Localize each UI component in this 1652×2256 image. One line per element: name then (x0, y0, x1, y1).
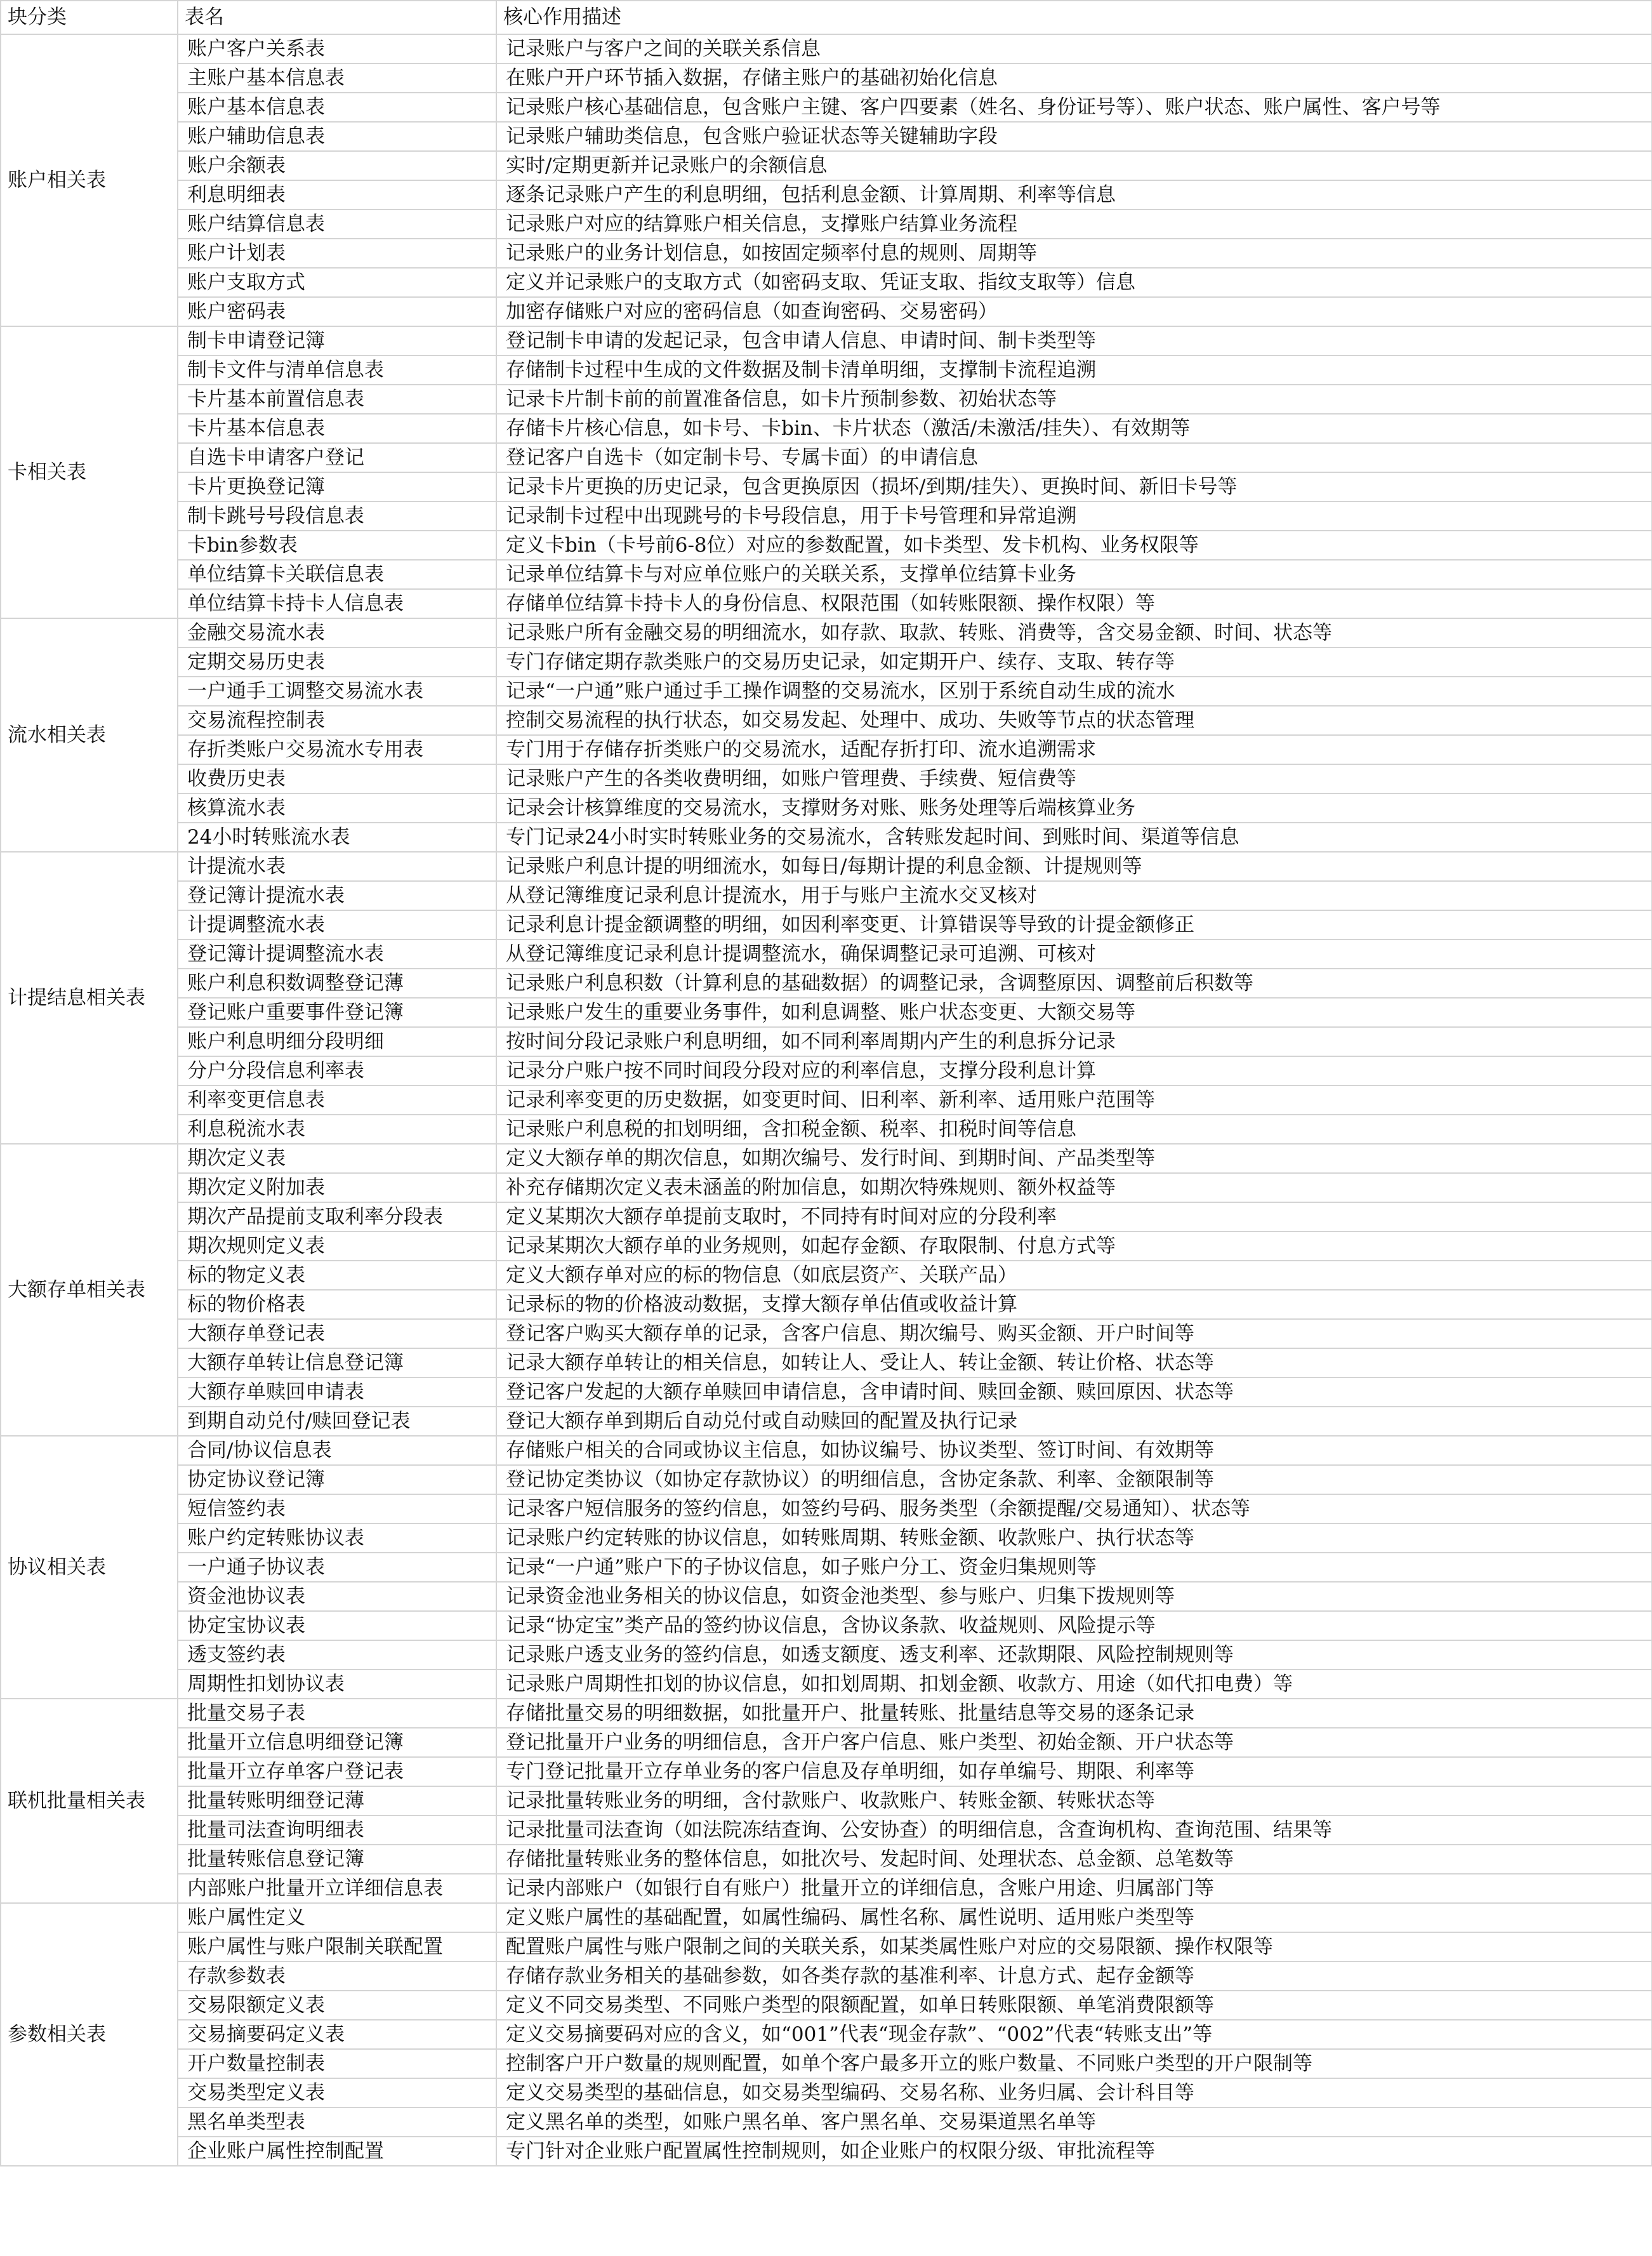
table-row (1, 1056, 1652, 1085)
description-cell: 按时间分段记录账户利息明细，如不同利率周期内产生的利息拆分记录 (496, 1027, 1652, 1056)
table-name-cell: 登记簿计提调整流水表 (178, 939, 496, 969)
table-name-cell: 一户通子协议表 (178, 1553, 496, 1582)
description-cell: 记录账户周期性扣划的协议信息，如扣划周期、扣划金额、收款方、用途（如代扣电费）等 (496, 1669, 1652, 1699)
description-cell: 控制客户开户数量的规则配置，如单个客户最多开立的账户数量、不同账户类型的开户限制等 (496, 2049, 1652, 2078)
description-cell: 记录“一户通”账户通过手工操作调整的交易流水，区别于系统自动生成的流水 (496, 677, 1652, 706)
table-row (1, 1465, 1652, 1494)
description-cell: 记录“一户通”账户下的子协议信息，如子账户分工、资金归集规则等 (496, 1553, 1652, 1582)
table-name-cell: 批量转账明细登记薄 (178, 1786, 496, 1815)
description-cell: 控制交易流程的执行状态，如交易发起、处理中、成功、失败等节点的状态管理 (496, 706, 1652, 735)
table-name-cell: 账户客户关系表 (178, 34, 496, 63)
description-cell: 记录账户核心基础信息，包含账户主键、客户四要素（姓名、身份证号等）、账户状态、账户属性、客户号等 (496, 93, 1652, 122)
description-cell: 记录账户对应的结算账户相关信息，支撑账户结算业务流程 (496, 209, 1652, 239)
table-name-cell: 开户数量控制表 (178, 2049, 496, 2078)
table-row (1, 151, 1652, 180)
table-name-cell: 批量交易子表 (178, 1699, 496, 1728)
description-cell: 记录“协定宝”类产品的签约协议信息，含协议条款、收益规则、风险提示等 (496, 1611, 1652, 1640)
table-name-cell: 制卡文件与清单信息表 (178, 355, 496, 385)
table-row (1, 1991, 1652, 2020)
table-row (1, 1407, 1652, 1436)
description-cell: 登记批量开户业务的明细信息，含开户客户信息、账户类型、初始金额、开户状态等 (496, 1728, 1652, 1757)
table-name-cell: 登记簿计提流水表 (178, 881, 496, 910)
description-cell: 记录大额存单转让的相关信息，如转让人、受让人、转让金额、转让价格、状态等 (496, 1348, 1652, 1377)
description-cell: 记录卡片更换的历史记录，包含更换原因（损坏/到期/挂失）、更换时间、新旧卡号等 (496, 472, 1652, 501)
header-table-name: 表名 (178, 1, 496, 34)
table-name-cell: 大额存单转让信息登记簿 (178, 1348, 496, 1377)
description-cell: 登记制卡申请的发起记录，包含申请人信息、申请时间、制卡类型等 (496, 326, 1652, 355)
table-row (1, 2107, 1652, 2137)
table-row (1, 297, 1652, 326)
table-row (1, 443, 1652, 472)
table-name-cell: 期次定义附加表 (178, 1173, 496, 1202)
description-cell: 定义大额存单对应的标的物信息（如底层资产、关联产品） (496, 1261, 1652, 1290)
table-name-cell: 存折类账户交易流水专用表 (178, 735, 496, 764)
table-name-cell: 主账户基本信息表 (178, 63, 496, 93)
table-row (1, 1786, 1652, 1815)
table-row (1, 735, 1652, 764)
category-cell: 大额存单相关表 (1, 1144, 178, 1436)
table-name-cell: 期次定义表 (178, 1144, 496, 1173)
table-row (1, 239, 1652, 268)
table-body (1, 1, 1652, 2166)
description-cell: 存储制卡过程中生成的文件数据及制卡清单明细，支撑制卡流程追溯 (496, 355, 1652, 385)
table-name-cell: 短信签约表 (178, 1494, 496, 1523)
table-name-cell: 内部账户批量开立详细信息表 (178, 1874, 496, 1903)
table-name-cell: 交易摘要码定义表 (178, 2020, 496, 2049)
table-row (1, 823, 1652, 852)
table-row (1, 326, 1652, 355)
description-cell: 存储批量交易的明细数据，如批量开户、批量转账、批量结息等交易的逐条记录 (496, 1699, 1652, 1728)
table-name-cell: 账户结算信息表 (178, 209, 496, 239)
description-cell: 记录账户利息积数（计算利息的基础数据）的调整记录，含调整原因、调整前后积数等 (496, 969, 1652, 998)
description-cell: 存储单位结算卡持卡人的身份信息、权限范围（如转账限额、操作权限）等 (496, 589, 1652, 618)
table-name-cell: 协定协议登记簿 (178, 1465, 496, 1494)
description-cell: 记录账户利息计提的明细流水，如每日/每期计提的利息金额、计提规则等 (496, 852, 1652, 881)
table-name-cell: 批量司法查询明细表 (178, 1815, 496, 1845)
description-cell: 记录账户所有金融交易的明细流水，如存款、取款、转账、消费等，含交易金额、时间、状态等 (496, 618, 1652, 647)
description-cell: 逐条记录账户产生的利息明细，包括利息金额、计算周期、利率等信息 (496, 180, 1652, 209)
table-name-cell: 分户分段信息利率表 (178, 1056, 496, 1085)
table-row (1, 501, 1652, 531)
table-row (1, 1961, 1652, 1991)
description-cell: 记录账户的业务计划信息，如按固定频率付息的规则、周期等 (496, 239, 1652, 268)
table-name-cell: 账户密码表 (178, 297, 496, 326)
table-name-cell: 账户余额表 (178, 151, 496, 180)
table-name-cell: 单位结算卡持卡人信息表 (178, 589, 496, 618)
table-name-cell: 协定宝协议表 (178, 1611, 496, 1640)
table-name-cell: 批量开立存单客户登记表 (178, 1757, 496, 1786)
table-name-cell: 定期交易历史表 (178, 647, 496, 677)
table-name-cell: 大额存单赎回申请表 (178, 1377, 496, 1407)
table-name-cell: 期次产品提前支取利率分段表 (178, 1202, 496, 1231)
table-name-cell: 到期自动兑付/赎回登记表 (178, 1407, 496, 1436)
table-name-cell: 合同/协议信息表 (178, 1436, 496, 1465)
table-row (1, 2078, 1652, 2107)
description-cell: 定义某期次大额存单提前支取时，不同持有时间对应的分段利率 (496, 1202, 1652, 1231)
description-cell: 记录内部账户（如银行自有账户）批量开立的详细信息，含账户用途、归属部门等 (496, 1874, 1652, 1903)
table-name-cell: 卡片更换登记簿 (178, 472, 496, 501)
table-row (1, 385, 1652, 414)
table-row (1, 472, 1652, 501)
category-cell: 计提结息相关表 (1, 852, 178, 1144)
description-cell: 记录单位结算卡与对应单位账户的关联关系，支撑单位结算卡业务 (496, 560, 1652, 589)
description-cell: 定义卡bin（卡号前6-8位）对应的参数配置，如卡类型、发卡机构、业务权限等 (496, 531, 1652, 560)
table-row (1, 1582, 1652, 1611)
table-name-cell: 账户计划表 (178, 239, 496, 268)
description-cell: 加密存储账户对应的密码信息（如查询密码、交易密码） (496, 297, 1652, 326)
table-name-cell: 账户支取方式 (178, 268, 496, 297)
table-row (1, 1640, 1652, 1669)
description-cell: 记录某期次大额存单的业务规则，如起存金额、存取限制、付息方式等 (496, 1231, 1652, 1261)
table-row (1, 1669, 1652, 1699)
description-cell: 专门用于存储存折类账户的交易流水，适配存折打印、流水追溯需求 (496, 735, 1652, 764)
table-name-cell: 期次规则定义表 (178, 1231, 496, 1261)
description-cell: 存储批量转账业务的整体信息，如批次号、发起时间、处理状态、总金额、总笔数等 (496, 1845, 1652, 1874)
description-cell: 定义不同交易类型、不同账户类型的限额配置，如单日转账限额、单笔消费限额等 (496, 1991, 1652, 2020)
description-cell: 记录标的物的价格波动数据，支撑大额存单估值或收益计算 (496, 1290, 1652, 1319)
table-name-cell: 一户通手工调整交易流水表 (178, 677, 496, 706)
description-cell: 实时/定期更新并记录账户的余额信息 (496, 151, 1652, 180)
description-cell: 记录账户透支业务的签约信息，如透支额度、透支利率、还款期限、风险控制规则等 (496, 1640, 1652, 1669)
description-cell: 记录制卡过程中出现跳号的卡号段信息，用于卡号管理和异常追溯 (496, 501, 1652, 531)
description-cell: 记录账户产生的各类收费明细，如账户管理费、手续费、短信费等 (496, 764, 1652, 793)
description-cell: 定义账户属性的基础配置，如属性编码、属性名称、属性说明、适用账户类型等 (496, 1903, 1652, 1932)
description-cell: 登记客户发起的大额存单赎回申请信息，含申请时间、赎回金额、赎回原因、状态等 (496, 1377, 1652, 1407)
description-cell: 登记大额存单到期后自动兑付或自动赎回的配置及执行记录 (496, 1407, 1652, 1436)
table-row (1, 1815, 1652, 1845)
table-row (1, 618, 1652, 647)
description-cell: 登记客户购买大额存单的记录，含客户信息、期次编号、购买金额、开户时间等 (496, 1319, 1652, 1348)
description-cell: 记录客户短信服务的签约信息，如签约号码、服务类型（余额提醒/交易通知）、状态等 (496, 1494, 1652, 1523)
table-name-cell: 卡片基本前置信息表 (178, 385, 496, 414)
table-row (1, 1845, 1652, 1874)
table-row (1, 910, 1652, 939)
table-name-cell: 单位结算卡关联信息表 (178, 560, 496, 589)
table-name-cell: 利息明细表 (178, 180, 496, 209)
table-row (1, 63, 1652, 93)
description-cell: 记录账户辅助类信息，包含账户验证状态等关键辅助字段 (496, 122, 1652, 151)
description-cell: 记录账户利息税的扣划明细，含扣税金额、税率、扣税时间等信息 (496, 1115, 1652, 1144)
table-row (1, 1699, 1652, 1728)
description-cell: 配置账户属性与账户限制之间的关联关系，如某类属性账户对应的交易限额、操作权限等 (496, 1932, 1652, 1961)
table-row (1, 1757, 1652, 1786)
description-cell: 从登记簿维度记录利息计提流水，用于与账户主流水交叉核对 (496, 881, 1652, 910)
header-category: 块分类 (1, 1, 178, 34)
table-row (1, 1261, 1652, 1290)
description-cell: 专门登记批量开立存单业务的客户信息及存单明细，如存单编号、期限、利率等 (496, 1757, 1652, 1786)
table-name-cell: 制卡跳号号段信息表 (178, 501, 496, 531)
description-cell: 记录批量转账业务的明细，含付款账户、收款账户、转账金额、转账状态等 (496, 1786, 1652, 1815)
table-row (1, 1319, 1652, 1348)
table-row (1, 1553, 1652, 1582)
description-cell: 定义大额存单的期次信息，如期次编号、发行时间、到期时间、产品类型等 (496, 1144, 1652, 1173)
table-name-cell: 账户利息积数调整登记薄 (178, 969, 496, 998)
table-row (1, 706, 1652, 735)
table-row (1, 969, 1652, 998)
table-name-cell: 账户属性定义 (178, 1903, 496, 1932)
table-row (1, 1085, 1652, 1115)
table-name-cell: 金融交易流水表 (178, 618, 496, 647)
description-cell: 存储卡片核心信息，如卡号、卡bin、卡片状态（激活/未激活/挂失）、有效期等 (496, 414, 1652, 443)
description-cell: 记录卡片制卡前的前置准备信息，如卡片预制参数、初始状态等 (496, 385, 1652, 414)
table-name-cell: 计提调整流水表 (178, 910, 496, 939)
table-row (1, 414, 1652, 443)
table-row (1, 589, 1652, 618)
table-row (1, 793, 1652, 823)
table-name-cell: 企业账户属性控制配置 (178, 2137, 496, 2166)
description-cell: 记录利息计提金额调整的明细，如因利率变更、计算错误等导致的计提金额修正 (496, 910, 1652, 939)
table-row (1, 1932, 1652, 1961)
table-row (1, 647, 1652, 677)
table-name-cell: 卡片基本信息表 (178, 414, 496, 443)
table-name-cell: 计提流水表 (178, 852, 496, 881)
table-name-cell: 核算流水表 (178, 793, 496, 823)
table-name-cell: 黑名单类型表 (178, 2107, 496, 2137)
description-cell: 记录账户与客户之间的关联关系信息 (496, 34, 1652, 63)
table-row (1, 2049, 1652, 2078)
table-row (1, 1290, 1652, 1319)
table-row (1, 1202, 1652, 1231)
table-row (1, 34, 1652, 63)
table-name-cell: 大额存单登记表 (178, 1319, 496, 1348)
description-cell: 定义交易摘要码对应的含义，如“001”代表“现金存款”、“002”代表“转账支出”等 (496, 2020, 1652, 2049)
header-row (1, 1, 1652, 34)
table-row (1, 998, 1652, 1027)
table-name-cell: 账户约定转账协议表 (178, 1523, 496, 1553)
table-row (1, 881, 1652, 910)
table-row (1, 1144, 1652, 1173)
category-cell: 协议相关表 (1, 1436, 178, 1699)
table-row (1, 1874, 1652, 1903)
table-row (1, 939, 1652, 969)
table-row (1, 1027, 1652, 1056)
table-name-cell: 卡bin参数表 (178, 531, 496, 560)
table-row (1, 2137, 1652, 2166)
table-name-cell: 标的物定义表 (178, 1261, 496, 1290)
table-row (1, 1173, 1652, 1202)
description-cell: 记录账户约定转账的协议信息，如转账周期、转账金额、收款账户、执行状态等 (496, 1523, 1652, 1553)
table-row (1, 93, 1652, 122)
table-row (1, 1611, 1652, 1640)
table-row (1, 531, 1652, 560)
category-cell: 流水相关表 (1, 618, 178, 852)
table-row (1, 1494, 1652, 1523)
category-cell: 卡相关表 (1, 326, 178, 618)
table-name-cell: 批量转账信息登记簿 (178, 1845, 496, 1874)
table-row (1, 1436, 1652, 1465)
table-name-cell: 存款参数表 (178, 1961, 496, 1991)
category-cell: 联机批量相关表 (1, 1699, 178, 1903)
table-name-cell: 利率变更信息表 (178, 1085, 496, 1115)
description-cell: 存储存款业务相关的基础参数，如各类存款的基准利率、计息方式、起存金额等 (496, 1961, 1652, 1991)
description-cell: 定义黑名单的类型，如账户黑名单、客户黑名单、交易渠道黑名单等 (496, 2107, 1652, 2137)
table-name-cell: 账户辅助信息表 (178, 122, 496, 151)
table-name-cell: 标的物价格表 (178, 1290, 496, 1319)
table-row (1, 268, 1652, 297)
table-row (1, 1903, 1652, 1932)
table-row (1, 852, 1652, 881)
description-cell: 在账户开户环节插入数据，存储主账户的基础初始化信息 (496, 63, 1652, 93)
description-cell: 专门针对企业账户配置属性控制规则，如企业账户的权限分级、审批流程等 (496, 2137, 1652, 2166)
table-name-cell: 利息税流水表 (178, 1115, 496, 1144)
table-name-cell: 资金池协议表 (178, 1582, 496, 1611)
table-row (1, 1728, 1652, 1757)
table-name-cell: 账户利息明细分段明细 (178, 1027, 496, 1056)
table-name-cell: 周期性扣划协议表 (178, 1669, 496, 1699)
table-row (1, 1377, 1652, 1407)
table-name-cell: 24小时转账流水表 (178, 823, 496, 852)
description-cell: 定义交易类型的基础信息，如交易类型编码、交易名称、业务归属、会计科目等 (496, 2078, 1652, 2107)
table-name-cell: 交易限额定义表 (178, 1991, 496, 2020)
table-row (1, 355, 1652, 385)
description-cell: 登记协定类协议（如协定存款协议）的明细信息，含协定条款、利率、金额限制等 (496, 1465, 1652, 1494)
description-cell: 记录资金池业务相关的协议信息，如资金池类型、参与账户、归集下拨规则等 (496, 1582, 1652, 1611)
category-cell: 参数相关表 (1, 1903, 178, 2166)
table-row (1, 677, 1652, 706)
table-row (1, 1523, 1652, 1553)
description-cell: 记录利率变更的历史数据，如变更时间、旧利率、新利率、适用账户范围等 (496, 1085, 1652, 1115)
description-cell: 记录批量司法查询（如法院冻结查询、公安协查）的明细信息，含查询机构、查询范围、结果等 (496, 1815, 1652, 1845)
description-cell: 记录会计核算维度的交易流水，支撑财务对账、账务处理等后端核算业务 (496, 793, 1652, 823)
table-name-cell: 账户基本信息表 (178, 93, 496, 122)
header-description: 核心作用描述 (496, 1, 1652, 34)
table-name-cell: 收费历史表 (178, 764, 496, 793)
description-cell: 记录分户账户按不同时间段分段对应的利率信息，支撑分段利息计算 (496, 1056, 1652, 1085)
category-cell: 账户相关表 (1, 34, 178, 326)
table-row (1, 1348, 1652, 1377)
table-row (1, 560, 1652, 589)
description-cell: 记录账户发生的重要业务事件，如利息调整、账户状态变更、大额交易等 (496, 998, 1652, 1027)
description-cell: 补充存储期次定义表未涵盖的附加信息，如期次特殊规则、额外权益等 (496, 1173, 1652, 1202)
table-row (1, 122, 1652, 151)
table-name-cell: 交易类型定义表 (178, 2078, 496, 2107)
table-row (1, 2020, 1652, 2049)
table-name-cell: 自选卡申请客户登记 (178, 443, 496, 472)
table-row (1, 1231, 1652, 1261)
table-row (1, 209, 1652, 239)
description-cell: 专门存储定期存款类账户的交易历史记录，如定期开户、续存、支取、转存等 (496, 647, 1652, 677)
description-cell: 存储账户相关的合同或协议主信息，如协议编号、协议类型、签订时间、有效期等 (496, 1436, 1652, 1465)
table-name-cell: 透支签约表 (178, 1640, 496, 1669)
table-name-cell: 批量开立信息明细登记簿 (178, 1728, 496, 1757)
table-row (1, 180, 1652, 209)
description-cell: 定义并记录账户的支取方式（如密码支取、凭证支取、指纹支取等）信息 (496, 268, 1652, 297)
table-row (1, 764, 1652, 793)
table-name-cell: 制卡申请登记簿 (178, 326, 496, 355)
table-name-cell: 登记账户重要事件登记簿 (178, 998, 496, 1027)
table-name-cell: 交易流程控制表 (178, 706, 496, 735)
table-name-cell: 账户属性与账户限制关联配置 (178, 1932, 496, 1961)
description-cell: 登记客户自选卡（如定制卡号、专属卡面）的申请信息 (496, 443, 1652, 472)
description-cell: 专门记录24小时实时转账业务的交易流水，含转账发起时间、到账时间、渠道等信息 (496, 823, 1652, 852)
description-cell: 从登记簿维度记录利息计提调整流水，确保调整记录可追溯、可核对 (496, 939, 1652, 969)
table-row (1, 1115, 1652, 1144)
